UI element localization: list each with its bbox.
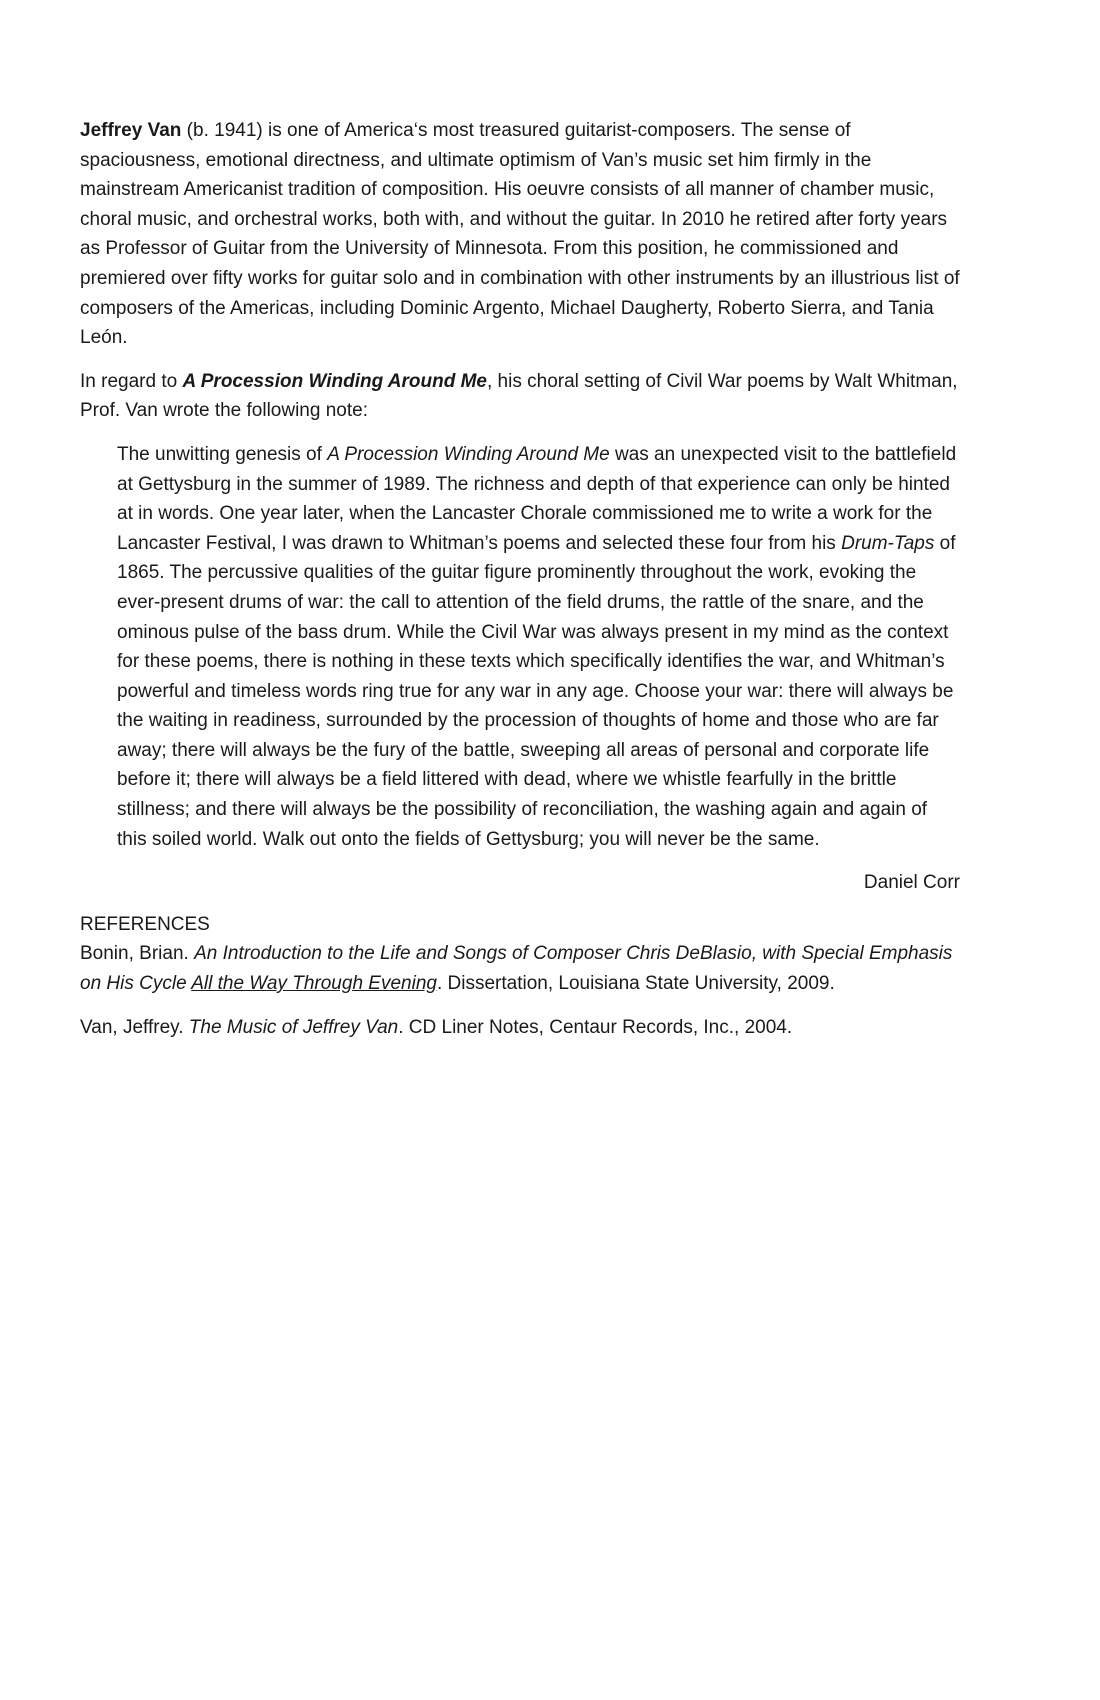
quote-part-1: The unwitting genesis of bbox=[117, 443, 328, 465]
ref1-title: An Introduction to the Life and Songs of Composer Chris DeBlasio, with Special Emphasis on His Cycle bbox=[80, 943, 953, 995]
ref2-author: Van, Jeffrey. bbox=[80, 1016, 189, 1038]
ref1-underlined-title: All the Way Through Evening bbox=[191, 973, 437, 995]
page-content bbox=[80, 116, 960, 1056]
ref2-rest: . CD Liner Notes, Centaur Records, Inc., 2004. bbox=[398, 1016, 793, 1038]
quote-drum-taps: Drum-Taps bbox=[841, 532, 935, 554]
signature: Daniel Corr bbox=[863, 872, 960, 894]
ref1-rest: . Dissertation, Louisiana State University, 2009. bbox=[436, 973, 835, 995]
intro-paragraph bbox=[80, 367, 960, 426]
reference-item bbox=[80, 1013, 960, 1043]
bio-text: (b. 1941) is one of America‘s most treasured guitarist-composers. The sense of spaciousness, emotional directness, and ultimate optimism of Van’s music set him firmly in the mainstream Americanist tradition of composition. His oeuvre consists of all manner of chamber music, choral music, and orchestral works, both with, and without the guitar. In 2010 he retired after forty years as Professor of Guitar from the University of Minnesota. From this position, he commissioned and premiered over fifty works for guitar solo and in combination with other instruments by an illustrious list of composers of the Americas, including Dominic Argento, Michael Daugherty, Roberto Sierra, and Tania León. bbox=[80, 120, 960, 349]
quote-part-3: of 1865. The percussive qualities of the guitar figure prominently throughout the work, evoking the ever-present drums of war: the call to attention of the field drums, the rattle of the snare, and the ominous pulse of the bass drum. While the Civil War was always present in my mind as the context for these poems, there is nothing in these texts which specifically identifies the war, and Whitman’s powerful and timeless words ring true for any war in any age. Choose your war: there will always be the waiting in readiness, surrounded by the procession of thoughts of home and those who are far away; there will always be the fury of the battle, sweeping all areas of personal and corporate life before it; there will always be a field littered with dead, where we whistle fearfully in the brittle stillness; and there will always be the possibility of reconciliation, the washing again and again of this soiled world. Walk out onto the fields of Gettysburg; you will never be the same. bbox=[117, 532, 956, 850]
ref2-title: The Music of Jeffrey Van bbox=[188, 1016, 399, 1038]
block-quote bbox=[117, 440, 960, 854]
composer-name: Jeffrey Van bbox=[80, 120, 182, 141]
intro-suffix: , his choral setting of Civil War poems by Walt Whitman, Prof. Van wrote the following note: bbox=[80, 370, 958, 422]
bio-paragraph bbox=[80, 116, 960, 353]
quote-work-title: A Procession Winding Around Me bbox=[327, 443, 610, 465]
reference-item bbox=[80, 939, 960, 998]
work-title: A Procession Winding Around Me bbox=[182, 370, 487, 392]
intro-prefix: In regard to bbox=[80, 370, 183, 392]
ref1-author: Bonin, Brian. bbox=[80, 943, 195, 965]
quote-part-2: was an unexpected visit to the battlefield at Gettysburg in the summer of 1989. The richness and depth of that experience can only be hinted at in words. One year later, when the Lancaster Chorale commissioned me to write a work for the Lancaster Festival, I was drawn to Whitman’s poems and selected these four from his bbox=[117, 443, 957, 554]
references-heading: REFERENCES bbox=[80, 913, 210, 935]
